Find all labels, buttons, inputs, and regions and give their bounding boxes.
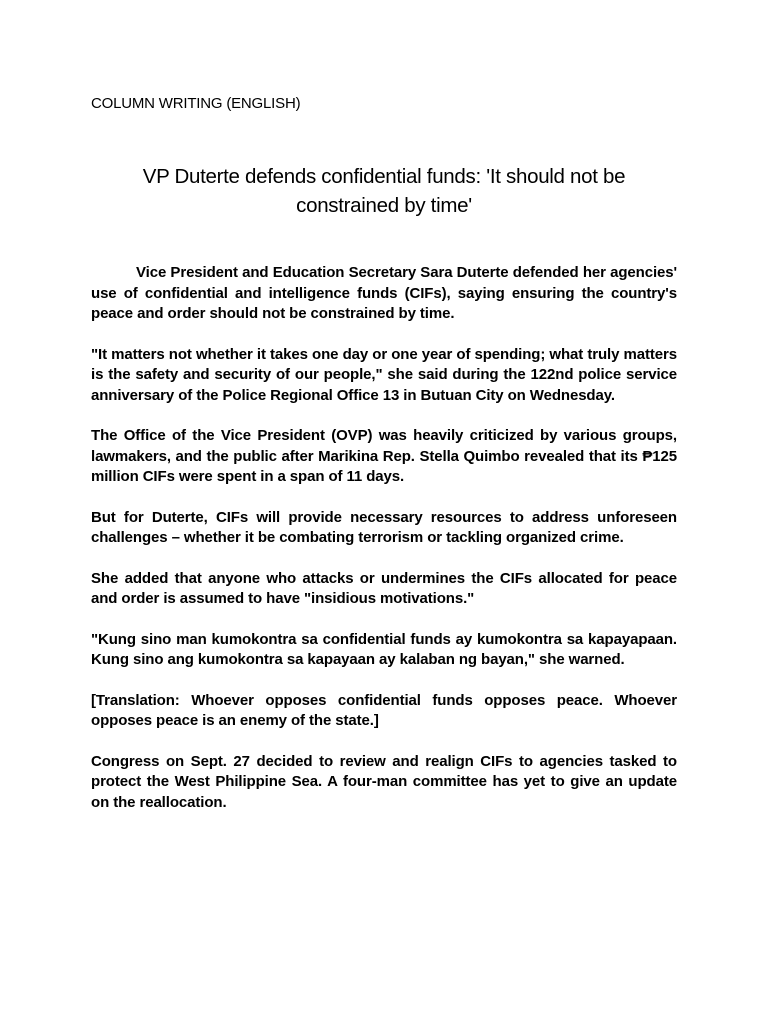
paragraph-7-translation: [Translation: Whoever opposes confidential funds opposes peace. Whoever opposes peace is an enemy of the state.] xyxy=(91,691,677,729)
paragraph-4: But for Duterte, CIFs will provide necessary resources to address unforeseen challenges – whether it be combating terrorism or tackling organized crime. xyxy=(91,508,677,546)
paragraph-3: The Office of the Vice President (OVP) was heavily criticized by various groups, lawmakers, and the public after Marikina Rep. Stella Quimbo revealed that its ₱125 million CIFs were spent in a span of 11 days. xyxy=(91,427,677,485)
paragraph-5: She added that anyone who attacks or undermines the CIFs allocated for peace and order is assumed to have "insidious motivations." xyxy=(91,569,677,607)
paragraph-8: Congress on Sept. 27 decided to review and realign CIFs to agencies tasked to protect the West Philippine Sea. A four-man committee has yet to give an update on the reallocation. xyxy=(91,752,677,811)
paragraph-1: Vice President and Education Secretary Sara Duterte defended her agencies' use of confidential and intelligence funds (CIFs), saying ensuring the country's peace and order should not be constrained by time. xyxy=(91,264,677,322)
paragraph-2: "It matters not whether it takes one day or one year of spending; what truly matters is the safety and security of our people," she said during the 122nd police service anniversary of the Police Regional Office 13 in Butuan City on Wednesday. xyxy=(91,345,677,404)
paragraph-6: "Kung sino man kumokontra sa confidential funds ay kumokontra sa kapayapaan. Kung sino ang kumokontra sa kapayaan ay kalaban ng bayan," she warned. xyxy=(91,630,677,668)
section-label: COLUMN WRITING (ENGLISH) xyxy=(91,95,301,112)
article-headline: VP Duterte defends confidential funds: 'It should not be constrained by time' xyxy=(142,165,626,217)
article-body xyxy=(91,263,677,833)
